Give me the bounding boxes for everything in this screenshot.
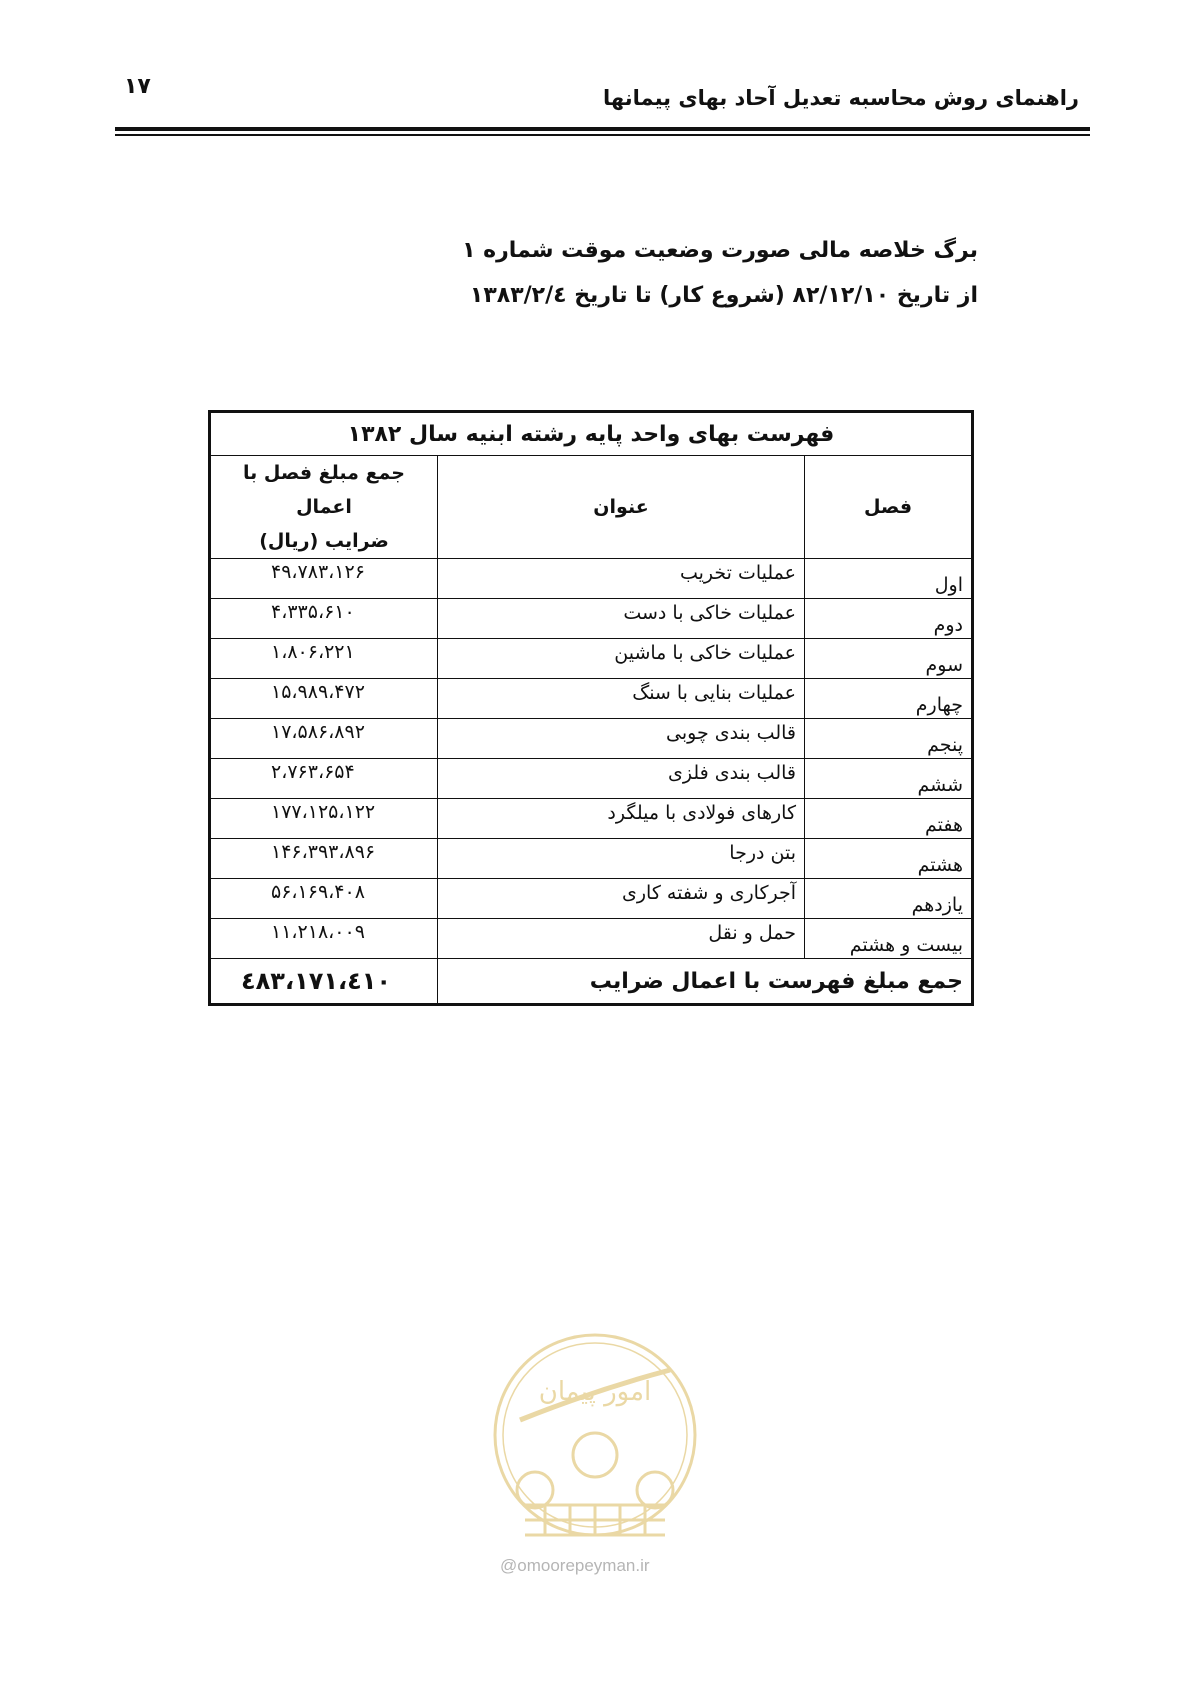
table-row (210, 679, 973, 719)
column-header-amount-line2: ضرایب (ریال) (259, 530, 389, 552)
table-row (210, 759, 973, 799)
row-amount: ۱۷،۵۸۶،۸۹۲ (210, 719, 438, 759)
row-title: عملیات خاکی با ماشین (438, 639, 805, 679)
row-title: حمل و نقل (438, 919, 805, 959)
row-amount: ۵۶،۱۶۹،۴۰۸ (210, 879, 438, 919)
document-date-range: از تاریخ ۸۲/۱۲/۱۰ (شروع کار) تا تاریخ ۱۳۸۳/۲/٤ (469, 283, 978, 308)
row-amount: ۱۵،۹۸۹،۴۷۲ (210, 679, 438, 719)
row-chapter: چهارم (805, 679, 973, 719)
row-amount: ۱۴۶،۳۹۳،۸۹۶ (210, 839, 438, 879)
table-row (210, 919, 973, 959)
column-header-amount-line1: جمع مبلغ فصل با اعمال (243, 462, 405, 518)
row-chapter: هشتم (805, 839, 973, 879)
table-row (210, 799, 973, 839)
total-label: جمع مبلغ فهرست با اعمال ضرایب (438, 959, 973, 1005)
row-amount: ۴۹،۷۸۳،۱۲۶ (210, 559, 438, 599)
row-title: عملیات بنایی با سنگ (438, 679, 805, 719)
table-row (210, 839, 973, 879)
total-row (210, 959, 973, 1005)
row-chapter: بیست و هشتم (805, 919, 973, 959)
row-amount: ۱،۸۰۶،۲۲۱ (210, 639, 438, 679)
row-title: عملیات خاکی با دست (438, 599, 805, 639)
column-header-title: عنوان (438, 456, 805, 559)
row-chapter: پنجم (805, 719, 973, 759)
row-title: آجرکاری و شفته کاری (438, 879, 805, 919)
watermark-url: @omoorepeyman.ir (500, 1556, 650, 1575)
row-chapter: اول (805, 559, 973, 599)
row-amount: ۱۱،۲۱۸،۰۰۹ (210, 919, 438, 959)
row-title: قالب بندی فلزی (438, 759, 805, 799)
row-title: قالب بندی چوبی (438, 719, 805, 759)
summary-table (208, 410, 974, 1006)
table-row (210, 639, 973, 679)
running-header-title: راهنمای روش محاسبه تعدیل آحاد بهای پیمانها (602, 86, 1079, 110)
header-rule-thin (115, 134, 1090, 136)
document-title: برگ خلاصه مالی صورت وضعیت موقت شماره ۱ (462, 238, 978, 263)
row-title: عملیات تخریب (438, 559, 805, 599)
row-title: بتن درجا (438, 839, 805, 879)
column-header-amount (210, 456, 438, 559)
omoore-peyman-logo-watermark (490, 1330, 700, 1620)
row-amount: ۱۷۷،۱۲۵،۱۲۲ (210, 799, 438, 839)
table-row (210, 879, 973, 919)
table-caption-row (210, 412, 973, 456)
row-amount: ۲،۷۶۳،۶۵۴ (210, 759, 438, 799)
column-header-row (210, 456, 973, 559)
total-amount: ٤٨٣،١٧١،٤١٠ (210, 959, 438, 1005)
table-caption: فهرست بهای واحد پایه رشته ابنیه سال ۱۳۸۲ (210, 412, 973, 456)
row-chapter: سوم (805, 639, 973, 679)
table-row (210, 559, 973, 599)
row-chapter: ششم (805, 759, 973, 799)
row-amount: ۴،۳۳۵،۶۱۰ (210, 599, 438, 639)
row-chapter: یازدهم (805, 879, 973, 919)
row-chapter: دوم (805, 599, 973, 639)
page-number: ۱۷ (124, 74, 151, 99)
row-chapter: هفتم (805, 799, 973, 839)
column-header-chapter: فصل (805, 456, 973, 559)
table-row (210, 719, 973, 759)
row-title: کارهای فولادی با میلگرد (438, 799, 805, 839)
table-row (210, 599, 973, 639)
header-rule-thick (115, 127, 1090, 131)
logo-text: امور پیمان (538, 1377, 652, 1407)
